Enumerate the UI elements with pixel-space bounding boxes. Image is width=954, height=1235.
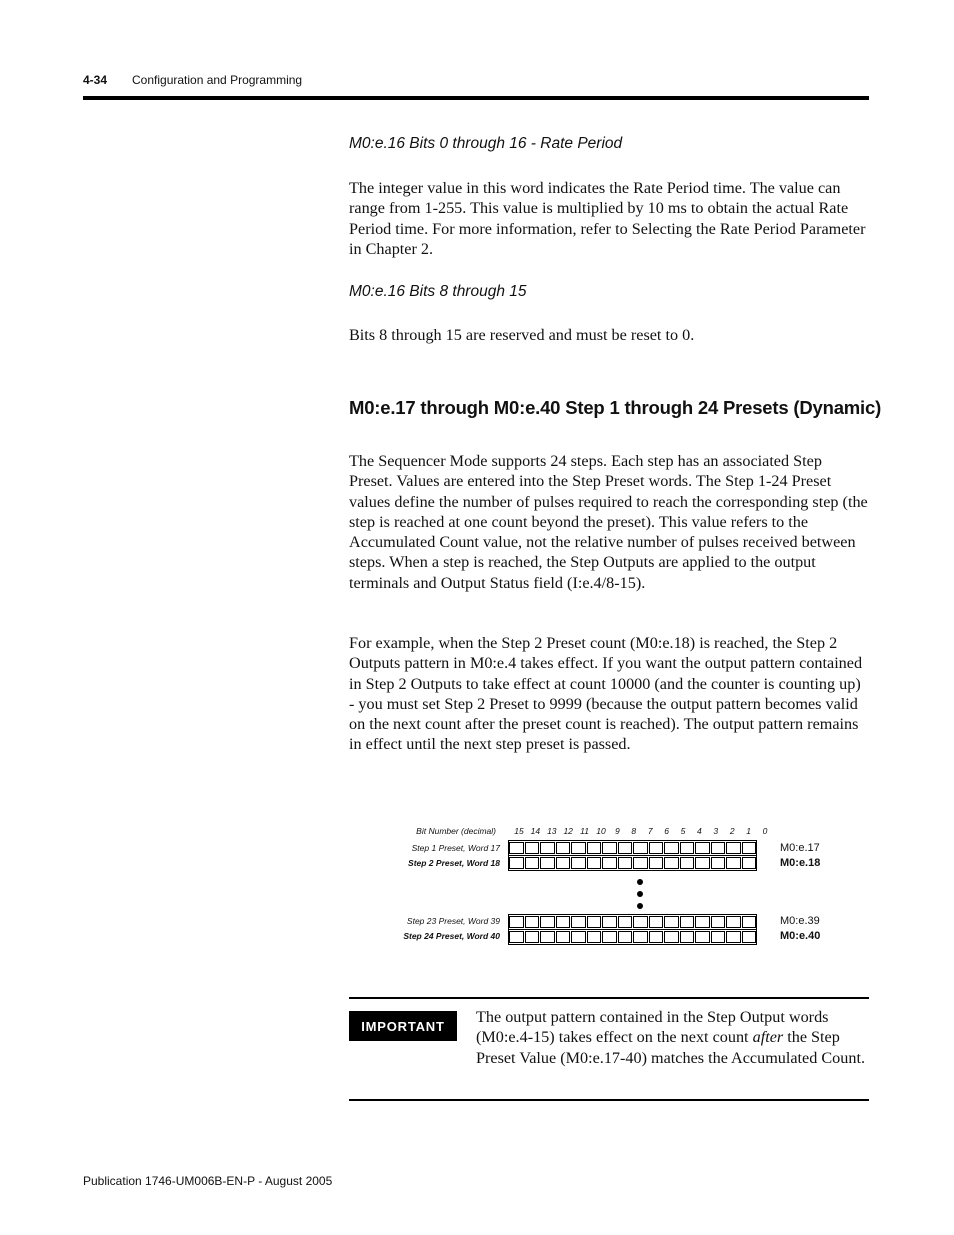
bit-cell	[556, 857, 571, 869]
bit-number-label: 2	[729, 826, 735, 836]
bit-number-label: 13	[547, 826, 557, 836]
bit-cell	[664, 857, 679, 869]
bit-cell	[649, 931, 664, 943]
bit-cell	[633, 857, 648, 869]
row-label-step-24: Step 24 Preset, Word 40	[403, 931, 500, 941]
bit-cell	[571, 931, 586, 943]
important-bottom-rule	[349, 1099, 869, 1101]
bit-cell	[587, 842, 602, 854]
bit-number-label: 0	[762, 826, 768, 836]
bit-cell	[587, 857, 602, 869]
register-word-18	[508, 855, 757, 871]
running-header-title: Configuration and Programming	[132, 73, 303, 87]
bit-cell	[711, 916, 726, 928]
bit-cell	[664, 842, 679, 854]
bit-cell	[509, 931, 524, 943]
important-text-emphasis: after	[752, 1028, 784, 1047]
bit-cell	[556, 842, 571, 854]
important-badge: IMPORTANT	[349, 1011, 457, 1041]
bit-cell	[602, 931, 617, 943]
bit-cell	[742, 842, 757, 854]
bit-cell	[602, 842, 617, 854]
address-m0-e17: M0:e.17	[780, 842, 820, 854]
address-m0-e39: M0:e.39	[780, 915, 820, 927]
bit-cell	[742, 916, 757, 928]
bit-number-label: 7	[647, 826, 653, 836]
bit-cell	[618, 931, 633, 943]
ellipsis-dot	[637, 891, 643, 897]
bit-cell	[680, 916, 695, 928]
bit-cell	[664, 916, 679, 928]
bit-cell	[633, 842, 648, 854]
bit-cell	[525, 842, 540, 854]
ellipsis-dot	[637, 903, 643, 909]
address-m0-e40: M0:e.40	[780, 930, 821, 942]
bit-cell	[556, 916, 571, 928]
bit-number-label: 1	[746, 826, 751, 836]
row-label-step-1: Step 1 Preset, Word 17	[411, 843, 500, 853]
rate-period-body: The integer value in this word indicates the Rate Period time. The value can range from 1-255. This value is multiplied by 10 ms to obtain the actual Rate Period time. For more information, refer to Selecting the Rate Period Parameter in Chapter 2.	[349, 179, 866, 258]
page-number: 4-34	[83, 73, 108, 87]
bit-cell	[525, 931, 540, 943]
bit-cell	[695, 916, 710, 928]
bit-cell	[540, 857, 555, 869]
bit-cell	[525, 857, 540, 869]
bit-cell	[618, 857, 633, 869]
bit-cell	[540, 842, 555, 854]
bit-cell	[726, 842, 741, 854]
bit-cell	[509, 842, 524, 854]
row-label-step-23: Step 23 Preset, Word 39	[406, 916, 500, 926]
important-top-rule	[349, 997, 869, 999]
bit-cell	[726, 931, 741, 943]
bit-number-header-label: Bit Number (decimal)	[416, 826, 496, 836]
important-text-end: the Step Preset Value (M0:e.17-40) matches the Accumulated Count.	[476, 1028, 866, 1067]
bit-cell	[742, 931, 757, 943]
bit-cell	[602, 916, 617, 928]
bit-cell	[649, 857, 664, 869]
bit-cell	[618, 842, 633, 854]
bit-number-label: 8	[631, 826, 637, 836]
bit-cell	[695, 931, 710, 943]
bit-cell	[525, 916, 540, 928]
bit-cell	[649, 916, 664, 928]
bit-cell	[571, 842, 586, 854]
bit-cell	[711, 857, 726, 869]
register-word-40	[508, 929, 757, 945]
important-text	[476, 1007, 869, 1068]
bit-number-label: 11	[580, 826, 589, 836]
bit-cell	[540, 931, 555, 943]
bit-number-label: 14	[530, 826, 541, 836]
bit-cell	[587, 931, 602, 943]
bit-cell	[726, 916, 741, 928]
bit-cell	[633, 931, 648, 943]
bit-cell	[695, 857, 710, 869]
presets-section-heading: M0:e.17 through M0:e.40 Step 1 through 24 Presets (Dynamic)	[349, 397, 882, 418]
bit-cell	[571, 916, 586, 928]
bit-cell	[680, 857, 695, 869]
bit-cell	[602, 857, 617, 869]
bit-number-label: 3	[713, 826, 719, 836]
rate-period-heading: M0:e.16 Bits 0 through 16 - Rate Period	[349, 135, 623, 152]
bit-cell	[664, 931, 679, 943]
bit-cell	[540, 916, 555, 928]
bit-cell	[695, 842, 710, 854]
bit-number-label: 5	[680, 826, 686, 836]
bit-cell	[556, 931, 571, 943]
bit-cell	[618, 916, 633, 928]
important-text-start: The output pattern contained in the Step Output words (M0:e.4-15) takes effect on the next count	[476, 1008, 829, 1047]
bit-cell	[726, 857, 741, 869]
bit-cell	[742, 857, 757, 869]
bit-number-label: 10	[596, 826, 606, 836]
bit-number-label: 6	[664, 826, 669, 836]
publication-footer: Publication 1746-UM006B-EN-P - August 2005	[83, 1174, 333, 1188]
bit-cell	[571, 857, 586, 869]
reserved-bits-body: Bits 8 through 15 are reserved and must be reset to 0.	[349, 326, 695, 344]
row-label-step-2: Step 2 Preset, Word 18	[408, 858, 500, 868]
bit-cell	[711, 931, 726, 943]
bit-number-label: 15	[514, 826, 524, 836]
bit-number-label: 9	[615, 826, 620, 836]
address-m0-e18: M0:e.18	[780, 857, 821, 869]
bit-cell	[587, 916, 602, 928]
presets-paragraph-1: The Sequencer Mode supports 24 steps. Each step has an associated Step Preset. Values are entered into the Step Preset words. The Step 1-24 Preset values define the number of pulses required to reach the corresponding step (the step is reached at one count beyond the preset). This value refers to the Accumulated Count value, not the relative number of pulses received between steps. When a step is reached, the Step Outputs are applied to the output terminals and Output Status field (I:e.4/8-15).	[349, 452, 868, 592]
bit-number-label: 4	[697, 826, 702, 836]
register-word-17	[508, 840, 757, 856]
bit-cell	[649, 842, 664, 854]
reserved-bits-heading: M0:e.16 Bits 8 through 15	[349, 283, 527, 300]
register-word-39	[508, 914, 757, 930]
header-rule	[83, 96, 869, 100]
presets-paragraph-2: For example, when the Step 2 Preset count (M0:e.18) is reached, the Step 2 Outputs pattern in M0:e.4 takes effect. If you want the output pattern contained in Step 2 Outputs to take effect at count 10000 (and the counter is counting up) - you must set Step 2 Preset to 9999 (because the output pattern becomes valid on the next count after the preset count is reached). The output pattern remains in effect until the next step preset is passed.	[349, 634, 863, 754]
bit-cell	[711, 842, 726, 854]
ellipsis-dot	[637, 879, 643, 885]
bit-cell	[509, 916, 524, 928]
bit-cell	[509, 857, 524, 869]
bit-cell	[633, 916, 648, 928]
bit-cell	[680, 842, 695, 854]
bit-cell	[680, 931, 695, 943]
bit-number-label: 12	[563, 826, 573, 836]
